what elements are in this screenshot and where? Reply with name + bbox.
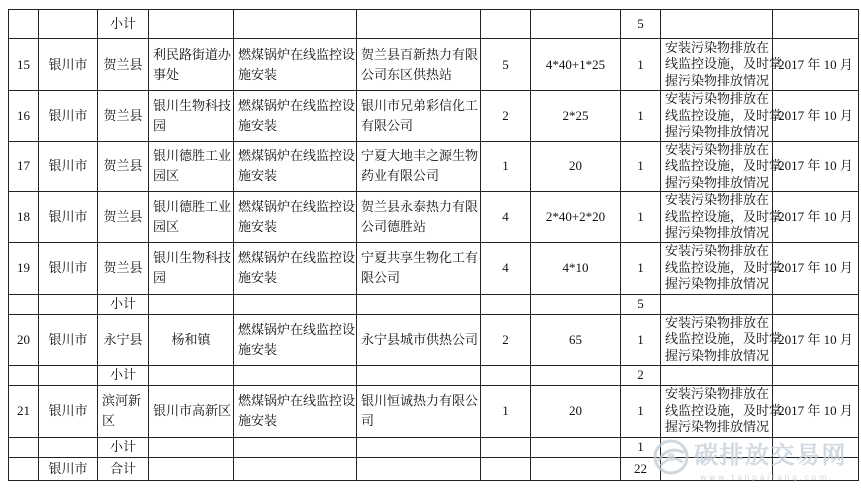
measure-text: 线监控设施，及时掌 [665, 56, 783, 72]
subtotal-row [9, 10, 859, 39]
capacity-text: 20 [569, 158, 582, 174]
company-cell [357, 294, 481, 314]
quantity-cell [621, 141, 661, 192]
boiler-count-cell [481, 141, 531, 192]
table-row [9, 242, 859, 294]
capacity-cell [531, 242, 621, 294]
measure-text: 线监控设施，及时掌 [665, 402, 783, 418]
capacity-cell [531, 457, 621, 480]
deadline-text: 2017 年 10 月 [778, 331, 853, 347]
city-text: 银川市 [48, 208, 88, 224]
capacity-text: 4*40+1*25 [545, 56, 606, 72]
project-text: 燃煤锅炉在线监控设 [238, 393, 356, 408]
measure-cell [661, 294, 773, 314]
quantity-cell [621, 294, 661, 314]
project-cell [234, 10, 357, 39]
measure-text: 安装污染物排放在 [665, 91, 770, 106]
unit-text: 银川生物科技 [153, 250, 232, 265]
project-text: 施安装 [238, 117, 278, 133]
summary-label-cell [98, 10, 149, 39]
quantity-cell [621, 314, 661, 365]
city-cell [39, 457, 98, 480]
city-cell [39, 385, 98, 437]
deadline-cell [773, 385, 859, 437]
measure-text: 线监控设施，及时掌 [665, 208, 783, 224]
capacity-cell [531, 10, 621, 39]
boiler-count-text: 4 [502, 208, 509, 224]
measure-text: 握污染物排放情况 [665, 225, 770, 240]
boiler-count-cell [481, 10, 531, 39]
measure-text: 握污染物排放情况 [665, 419, 770, 435]
project-text: 燃煤锅炉在线监控设 [238, 46, 356, 62]
watermark-url: www.tanpaifang.com [700, 473, 830, 482]
quantity-cell [621, 10, 661, 39]
subtotal-row [9, 437, 859, 457]
capacity-cell [531, 314, 621, 365]
boiler-count-cell [481, 457, 531, 480]
quantity-text: 1 [637, 260, 644, 275]
project-cell [234, 294, 357, 314]
measure-text: 握污染物排放情况 [665, 174, 770, 190]
company-text: 药业有限公司 [361, 168, 440, 184]
project-cell [234, 39, 357, 91]
city-text: 银川市 [48, 260, 88, 275]
unit-text: 园区 [153, 218, 180, 234]
summary-label-text: 小计 [109, 367, 136, 382]
measure-text: 安装污染物排放在 [665, 243, 770, 259]
project-cell [234, 365, 357, 385]
table-body [9, 10, 859, 481]
measure-text: 线监控设施，及时掌 [665, 107, 783, 123]
deadline-cell [773, 192, 859, 243]
deadline-text: 2017 年 10 月 [778, 260, 853, 275]
project-text: 施安装 [238, 66, 278, 82]
boiler-count-text: 2 [502, 331, 509, 347]
company-cell [357, 242, 481, 294]
summary-label-text: 小计 [109, 439, 136, 454]
measure-cell [661, 385, 783, 437]
project-cell [234, 385, 357, 437]
company-cell [357, 10, 481, 39]
county-cell [98, 314, 149, 365]
project-text: 施安装 [238, 270, 278, 285]
boiler-count-cell [481, 437, 531, 457]
city-cell [39, 242, 98, 294]
company-text: 有限公司 [361, 117, 414, 133]
boiler-count-cell [481, 385, 531, 437]
quantity-cell [621, 192, 661, 243]
project-cell [234, 437, 357, 457]
quantity-text: 5 [637, 296, 644, 311]
boiler-count-cell [481, 91, 531, 142]
measure-text: 线监控设施，及时掌 [665, 259, 783, 275]
measure-text: 线监控设施，及时掌 [665, 331, 783, 347]
deadline-text: 2017 年 10 月 [778, 158, 853, 174]
summary-label-cell [98, 365, 149, 385]
company-text: 银川恒诚热力有限公 [361, 393, 479, 408]
county-text: 区 [102, 413, 116, 428]
company-text: 宁夏大地丰之源生物 [361, 148, 479, 164]
table-row [9, 91, 859, 142]
row-number-text: 21 [17, 403, 30, 418]
table-row [9, 314, 859, 365]
project-text: 燃煤锅炉在线监控设 [238, 148, 356, 164]
company-cell [357, 365, 481, 385]
row-number-cell [9, 39, 39, 91]
measure-cell [661, 437, 773, 457]
company-cell [357, 91, 481, 142]
total-row [9, 457, 859, 480]
boiler-count-cell [481, 39, 531, 91]
city-cell [39, 192, 98, 243]
project-cell [234, 457, 357, 480]
measure-text: 安装污染物排放在 [665, 39, 770, 55]
measure-text: 握污染物排放情况 [665, 124, 770, 139]
company-text: 公司德胜站 [361, 218, 427, 234]
company-text: 永宁县城市供热公司 [361, 331, 479, 347]
quantity-text: 2 [637, 367, 644, 382]
boiler-count-cell [481, 242, 531, 294]
row-number-text: 19 [17, 260, 30, 275]
deadline-cell [773, 457, 859, 480]
quantity-text: 1 [637, 107, 644, 123]
city-text: 银川市 [48, 56, 88, 72]
company-cell [357, 39, 481, 91]
summary-label-cell [98, 457, 149, 480]
boiler-count-text: 2 [502, 107, 509, 123]
quantity-cell [621, 365, 661, 385]
county-text: 贺兰县 [103, 260, 143, 275]
project-cell [234, 192, 357, 243]
boiler-count-text: 1 [502, 403, 509, 418]
boiler-count-cell [481, 192, 531, 243]
capacity-text: 20 [569, 403, 582, 418]
company-text: 宁夏共享生物化工有 [361, 250, 479, 265]
deadline-text: 2017 年 10 月 [778, 403, 853, 418]
quantity-cell [621, 385, 661, 437]
county-cell [98, 91, 149, 142]
quantity-text: 1 [637, 158, 644, 174]
county-text: 贺兰县 [103, 208, 143, 224]
unit-cell [149, 294, 234, 314]
deadline-cell [773, 314, 859, 365]
capacity-cell [531, 385, 621, 437]
unit-cell [149, 39, 234, 91]
quantity-text: 1 [637, 403, 644, 418]
quantity-text: 22 [634, 460, 647, 476]
deadline-cell [773, 91, 859, 142]
unit-text: 园区 [153, 168, 180, 184]
row-number-text: 16 [17, 107, 30, 123]
measure-cell [661, 91, 783, 142]
measure-text: 安装污染物排放在 [665, 141, 770, 157]
company-cell [357, 314, 481, 365]
measure-cell [661, 39, 783, 91]
deadline-cell [773, 10, 859, 39]
city-text: 银川市 [48, 107, 88, 123]
capacity-cell [531, 437, 621, 457]
boiler-count-cell [481, 314, 531, 365]
summary-label-text: 小计 [109, 296, 136, 311]
deadline-cell [773, 437, 859, 457]
row-number-text: 18 [17, 208, 30, 224]
project-text: 燃煤锅炉在线监控设 [238, 250, 356, 265]
city-text: 银川市 [48, 460, 88, 476]
unit-cell [149, 365, 234, 385]
measure-cell [661, 141, 783, 192]
county-cell [98, 39, 149, 91]
summary-label-text: 小计 [109, 16, 136, 31]
company-cell [357, 192, 481, 243]
county-text: 永宁县 [103, 331, 143, 347]
company-cell [357, 141, 481, 192]
unit-cell [149, 10, 234, 39]
deadline-text: 2017 年 10 月 [778, 56, 853, 72]
project-text: 施安装 [238, 218, 278, 234]
project-text: 施安装 [238, 413, 278, 428]
company-cell [357, 385, 481, 437]
unit-text: 园 [153, 270, 167, 285]
city-cell [39, 294, 98, 314]
row-number-cell [9, 457, 39, 480]
table-row [9, 39, 859, 91]
measure-cell [661, 314, 783, 365]
project-text: 施安装 [238, 341, 278, 357]
measure-cell [661, 242, 783, 294]
row-number-cell [9, 385, 39, 437]
unit-cell [149, 192, 234, 243]
project-text: 燃煤锅炉在线监控设 [238, 97, 356, 113]
measure-text: 握污染物排放情况 [665, 276, 770, 292]
capacity-text: 4*10 [562, 260, 589, 275]
company-text: 贺兰县永泰热力有限 [361, 198, 479, 214]
row-number-cell [9, 365, 39, 385]
city-cell [39, 91, 98, 142]
unit-cell [149, 242, 234, 294]
capacity-cell [531, 91, 621, 142]
measure-cell [661, 457, 773, 480]
row-number-cell [9, 437, 39, 457]
summary-label-cell [98, 437, 149, 457]
boiler-count-text: 4 [502, 260, 509, 275]
capacity-text: 2*25 [562, 107, 589, 123]
unit-text: 事处 [153, 66, 180, 82]
row-number-text: 17 [17, 158, 30, 174]
deadline-cell [773, 141, 859, 192]
quantity-cell [621, 242, 661, 294]
table-row [9, 141, 859, 192]
quantity-text: 1 [637, 208, 644, 224]
company-text: 银川市兄弟彩信化工 [361, 97, 479, 113]
subtotal-row [9, 365, 859, 385]
county-cell [98, 192, 149, 243]
measure-text: 握污染物排放情况 [665, 347, 770, 363]
city-cell [39, 141, 98, 192]
unit-cell [149, 141, 234, 192]
boiler-count-cell [481, 294, 531, 314]
city-text: 银川市 [48, 331, 88, 347]
measure-text: 安装污染物排放在 [665, 314, 770, 330]
deadline-cell [773, 39, 859, 91]
capacity-text: 65 [569, 331, 582, 347]
company-text: 贺兰县百新热力有限 [361, 46, 479, 62]
unit-text: 银川德胜工业 [153, 198, 232, 214]
capacity-cell [531, 39, 621, 91]
county-cell [98, 385, 149, 437]
unit-cell [149, 91, 234, 142]
quantity-text: 1 [637, 331, 644, 347]
row-number-cell [9, 141, 39, 192]
project-text: 燃煤锅炉在线监控设 [238, 321, 356, 337]
quantity-cell [621, 437, 661, 457]
company-cell [357, 457, 481, 480]
subtotal-row [9, 294, 859, 314]
project-cell [234, 242, 357, 294]
capacity-cell [531, 141, 621, 192]
row-number-cell [9, 10, 39, 39]
city-text: 银川市 [48, 403, 88, 418]
row-number-text: 15 [17, 56, 30, 72]
unit-text: 园 [153, 117, 167, 133]
row-number-cell [9, 314, 39, 365]
measure-cell [661, 365, 773, 385]
company-text: 司 [361, 413, 375, 428]
measure-text: 安装污染物排放在 [665, 192, 770, 207]
boiler-count-cell [481, 365, 531, 385]
row-number-cell [9, 91, 39, 142]
deadline-text: 2017 年 10 月 [778, 208, 853, 224]
unit-text: 利民路街道办 [153, 46, 232, 62]
deadline-cell [773, 294, 859, 314]
unit-text: 银川德胜工业 [153, 148, 232, 164]
capacity-cell [531, 365, 621, 385]
project-text: 燃煤锅炉在线监控设 [238, 198, 356, 214]
city-cell [39, 10, 98, 39]
city-cell [39, 39, 98, 91]
unit-cell [149, 314, 234, 365]
project-text: 施安装 [238, 168, 278, 184]
unit-text: 银川生物科技 [153, 97, 232, 113]
unit-cell [149, 385, 234, 437]
city-cell [39, 437, 98, 457]
row-number-cell [9, 242, 39, 294]
measure-text: 线监控设施，及时掌 [665, 158, 783, 173]
deadline-cell [773, 365, 859, 385]
table-row [9, 385, 859, 437]
capacity-cell [531, 294, 621, 314]
measure-cell [661, 192, 783, 243]
city-text: 银川市 [48, 158, 88, 174]
city-cell [39, 314, 98, 365]
county-text: 滨河新 [102, 393, 142, 408]
watermark-text: 碳排放交易网 [694, 441, 847, 469]
city-cell [39, 365, 98, 385]
capacity-text: 2*40+2*20 [545, 208, 606, 224]
boiler-count-text: 1 [502, 158, 509, 174]
quantity-cell [621, 457, 661, 480]
unit-cell [149, 437, 234, 457]
deadline-cell [773, 242, 859, 294]
capacity-cell [531, 192, 621, 243]
measure-cell [661, 10, 773, 39]
quantity-text: 5 [637, 16, 644, 31]
data-table [8, 9, 859, 481]
quantity-text: 1 [637, 439, 644, 454]
measure-text: 安装污染物排放在 [665, 386, 770, 402]
company-text: 公司东区供热站 [361, 66, 453, 82]
project-cell [234, 314, 357, 365]
company-cell [357, 437, 481, 457]
county-text: 贺兰县 [103, 107, 143, 123]
unit-text: 杨和镇 [171, 331, 211, 347]
table-row [9, 192, 859, 243]
company-text: 限公司 [361, 270, 401, 285]
measure-text: 握污染物排放情况 [665, 72, 770, 88]
summary-label-text: 合计 [109, 460, 136, 476]
summary-label-cell [98, 294, 149, 314]
county-text: 贺兰县 [103, 158, 143, 174]
quantity-cell [621, 39, 661, 91]
row-number-text: 20 [17, 331, 30, 347]
quantity-text: 1 [637, 56, 644, 72]
project-cell [234, 91, 357, 142]
row-number-cell [9, 192, 39, 243]
quantity-cell [621, 91, 661, 142]
county-cell [98, 242, 149, 294]
row-number-cell [9, 294, 39, 314]
boiler-count-text: 5 [502, 56, 509, 72]
unit-cell [149, 457, 234, 480]
county-text: 贺兰县 [103, 56, 143, 72]
unit-text: 银川市高新区 [153, 403, 232, 418]
county-cell [98, 141, 149, 192]
project-cell [234, 141, 357, 192]
deadline-text: 2017 年 10 月 [778, 107, 853, 123]
